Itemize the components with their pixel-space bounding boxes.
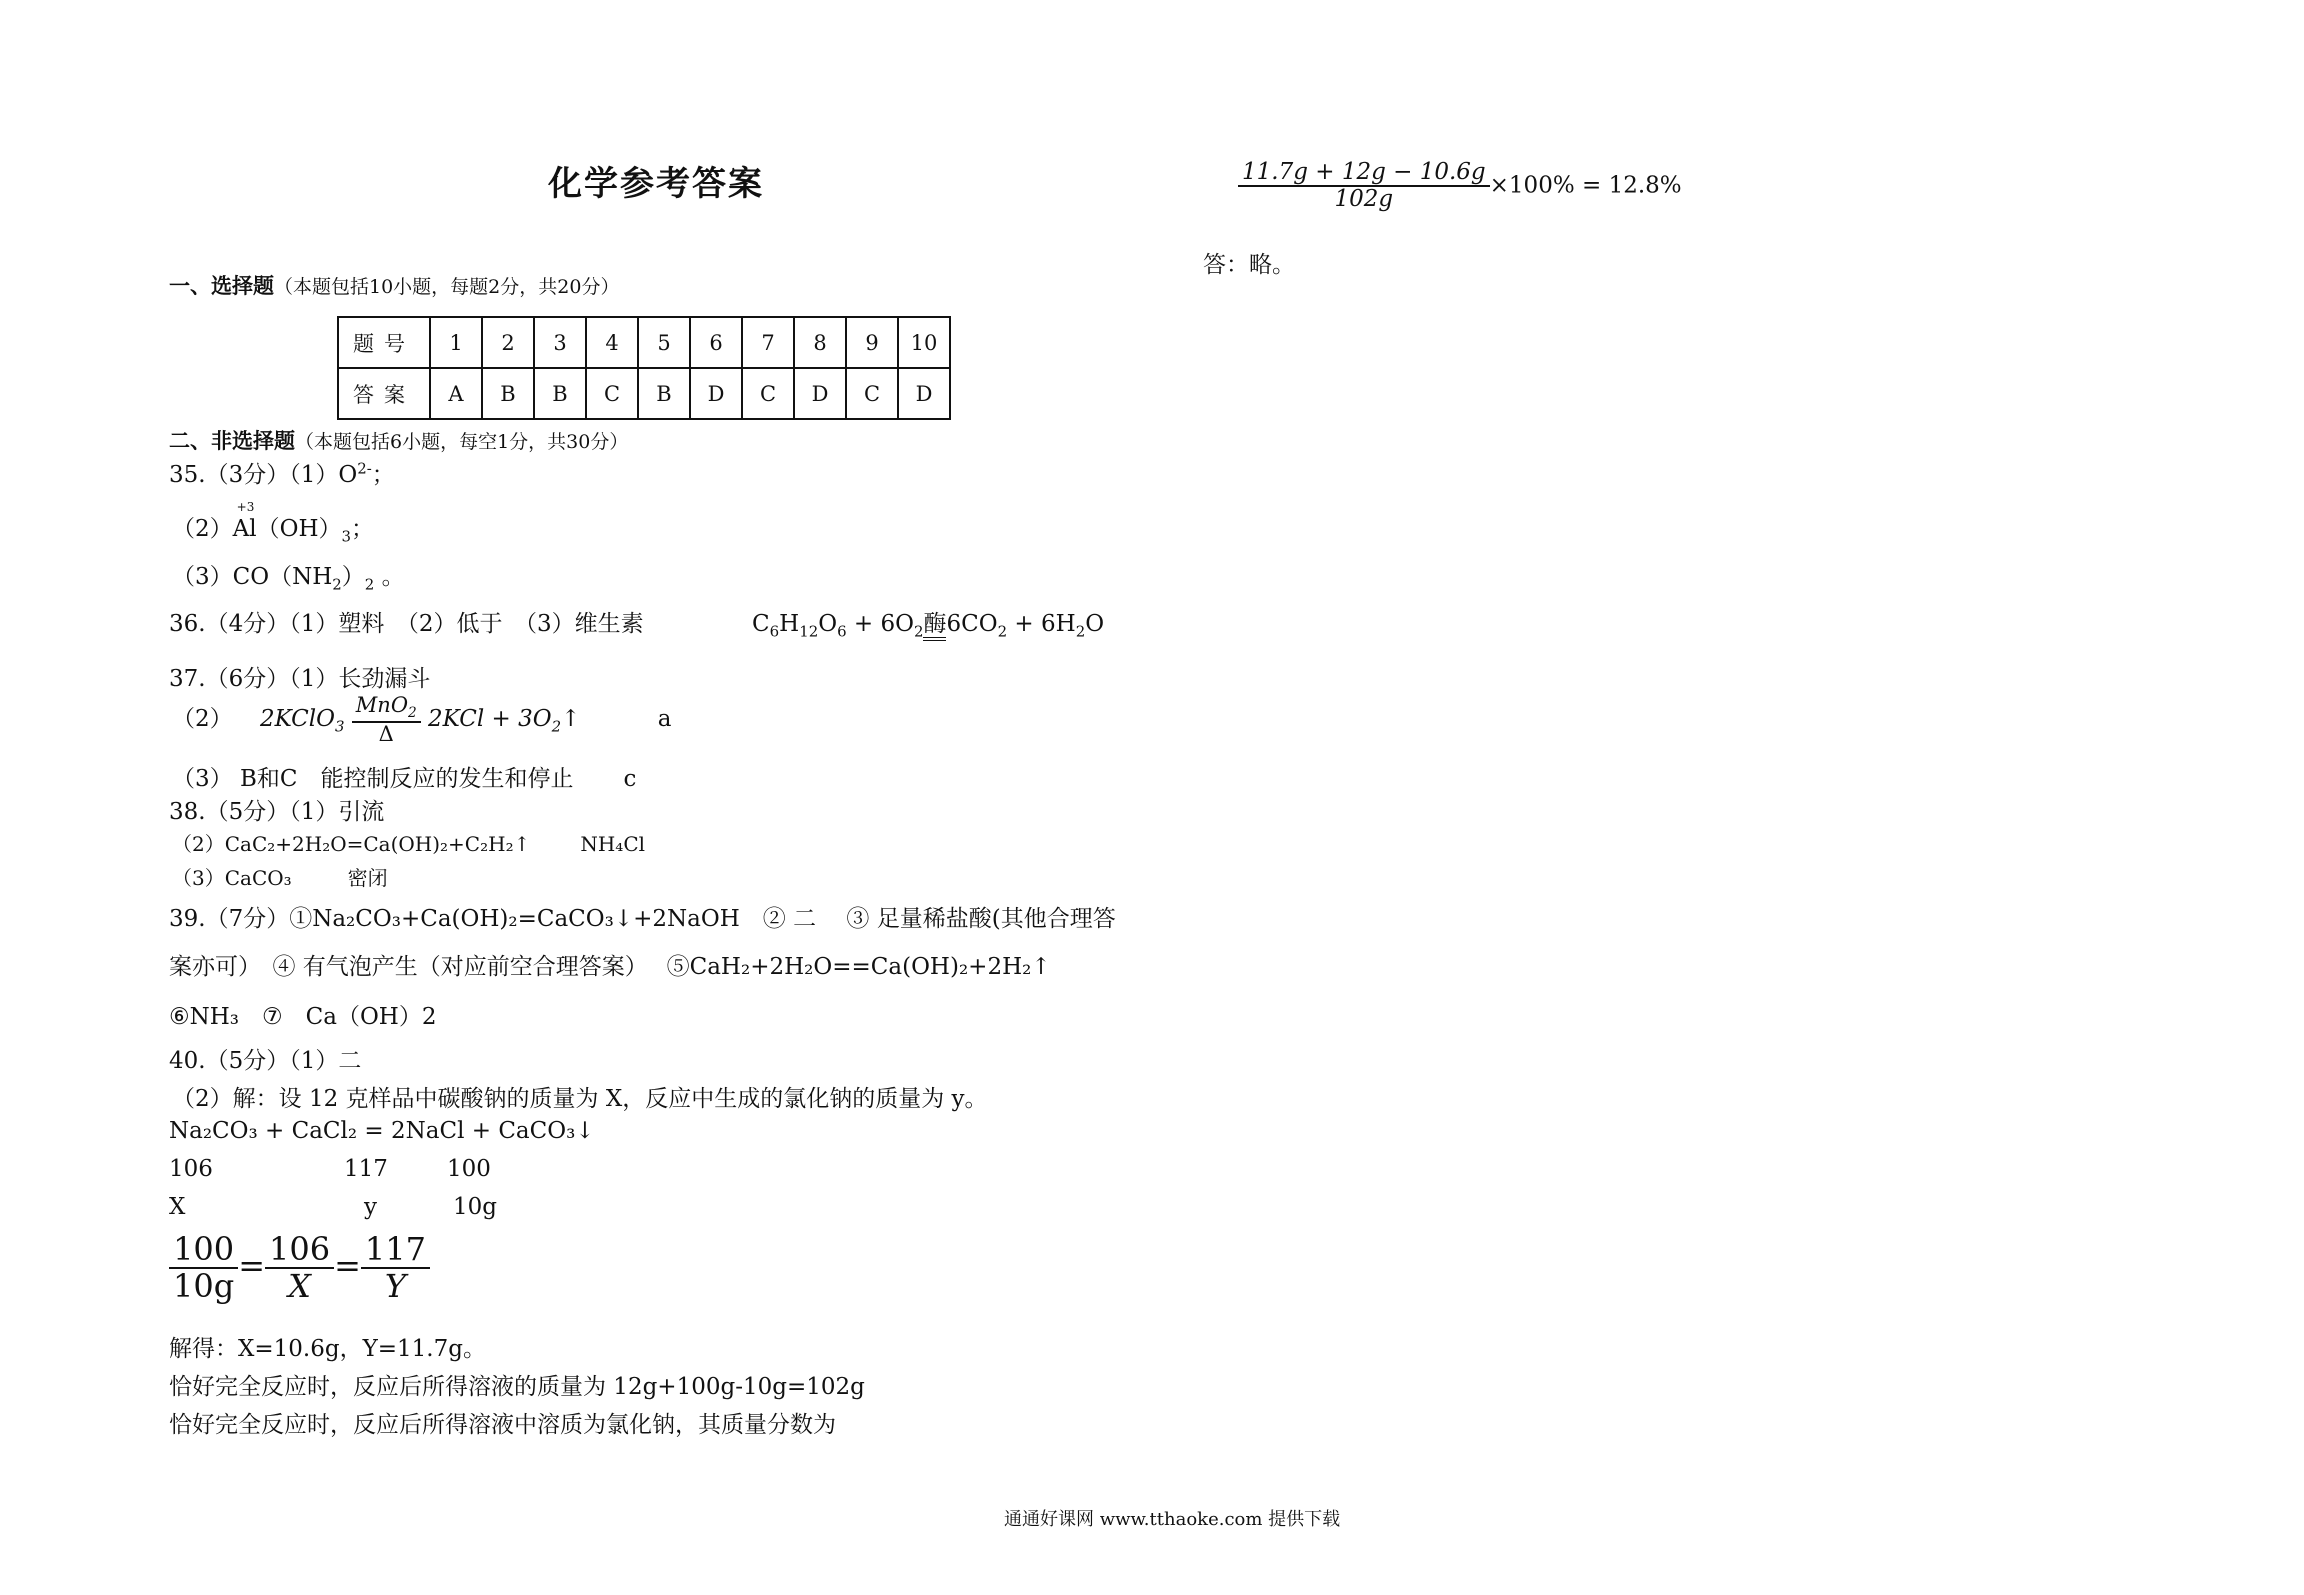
q40-fraction-text: 恰好完全反应时，反应后所得溶液中溶质为氯化钠，其质量分数为 [169, 1412, 836, 1438]
table-cell: B [482, 368, 534, 419]
table-cell: D [690, 368, 742, 419]
q40-ratio-row2: X y 10g [169, 1194, 497, 1220]
q35-line2: （2） +3 $Al(OH)_3$； [172, 500, 375, 546]
table-cell: C [742, 368, 794, 419]
q40-proportion: $\frac{100}{10g}$ = $\frac{106}{X}$ = $\frac{117}{Y}$ [169, 1232, 430, 1304]
table-cell: D [794, 368, 846, 419]
answer-table [337, 316, 951, 420]
section1-heading: 一、选择题（本题包括10小题，每题2分，共20分） [169, 273, 620, 298]
right-mass-fraction: $\frac{11.7g + 12g - 10.6g}{102g}$ ×100% = 12.8% [1238, 160, 1682, 213]
q38-line3: （3）CaCO₃ 密闭 [172, 866, 388, 890]
q39-line3: ⑥NH₃ ⑦ Ca（OH）2 [169, 1004, 437, 1030]
q36-line: 36.（4分）（1）塑料 （2）低于 （3）维生素 [169, 611, 644, 637]
table-cell: 10 [898, 317, 950, 368]
q40-line1: 40.（5分）（1）二 [169, 1048, 362, 1074]
table-cell: A [430, 368, 482, 419]
q40-equation: Na₂CO₃ + CaCl₂ = 2NaCl + CaCO₃↓ [169, 1118, 595, 1144]
table-cell: 4 [586, 317, 638, 368]
q36-equation: $C_6H_{12}O_6 + 6O_2$酶$6CO_2 + 6H_2O$ [752, 611, 1105, 641]
page-title: 化学参考答案 [548, 164, 764, 204]
table-cell: 3 [534, 317, 586, 368]
q40-ratio-row1: 106 117 100 [169, 1156, 491, 1182]
section2-heading: 二、非选择题（本题包括6小题，每空1分，共30分） [169, 428, 629, 453]
table-cell: 2 [482, 317, 534, 368]
q39-line2: 案亦可） ④ 有气泡产生（对应前空合理答案） ⑤CaH₂+2H₂O==Ca(OH)₂+2H₂↑ [169, 954, 1051, 980]
table-cell: 8 [794, 317, 846, 368]
table-cell: D [898, 368, 950, 419]
section2-note: （本题包括6小题，每空1分，共30分） [295, 431, 629, 453]
table-cell: B [534, 368, 586, 419]
right-answer: 答：略。 [1203, 252, 1295, 278]
q40-mass: 恰好完全反应时，反应后所得溶液的质量为 12g+100g-10g=102g [169, 1374, 865, 1400]
q37-line2: （2） 2KClO$_3$ $\frac{MnO_2}{\Delta}$ $2KCl + 3O_2↑$ a [172, 693, 672, 747]
table-cell: 6 [690, 317, 742, 368]
q40-solve: 解得：X=10.6g，Y=11.7g。 [169, 1336, 486, 1362]
table-cell: 1 [430, 317, 482, 368]
table-cell: 7 [742, 317, 794, 368]
table-row [338, 368, 950, 419]
section1-note: （本题包括10小题，每题2分，共20分） [274, 276, 620, 298]
table-cell: C [586, 368, 638, 419]
q35-line3: $(3)CO(NH_2)_2$ 。 [172, 564, 405, 594]
q39-line1: 39.（7分）①Na₂CO₃+Ca(OH)₂=CaCO₃↓+2NaOH ② 二 ③ 足量稀盐酸(其他合理答 [169, 906, 1116, 932]
table-cell: 9 [846, 317, 898, 368]
table-row1-label: 题号 [338, 317, 430, 368]
q38-line2: （2）CaC₂+2H₂O=Ca(OH)₂+C₂H₂↑ NH₄Cl [172, 832, 646, 856]
q38-line1: 38.（5分）（1）引流 [169, 799, 385, 825]
table-cell: C [846, 368, 898, 419]
q40-line2: （2）解：设 12 克样品中碳酸钠的质量为 X，反应中生成的氯化钠的质量为 y。 [172, 1086, 988, 1112]
table-row2-label: 答案 [338, 368, 430, 419]
table-cell: 5 [638, 317, 690, 368]
footer: 通通好课网 www.tthaoke.com 提供下载 [1004, 1509, 1341, 1530]
table-row [338, 317, 950, 368]
q37-line3: （3） B和C 能控制反应的发生和停止 c [172, 766, 637, 792]
q37-line1: 37.（6分）（1）长劲漏斗 [169, 666, 431, 692]
q35-line1: 35.（3分）$(1)O^{2-}$； [169, 459, 395, 488]
table-cell: B [638, 368, 690, 419]
